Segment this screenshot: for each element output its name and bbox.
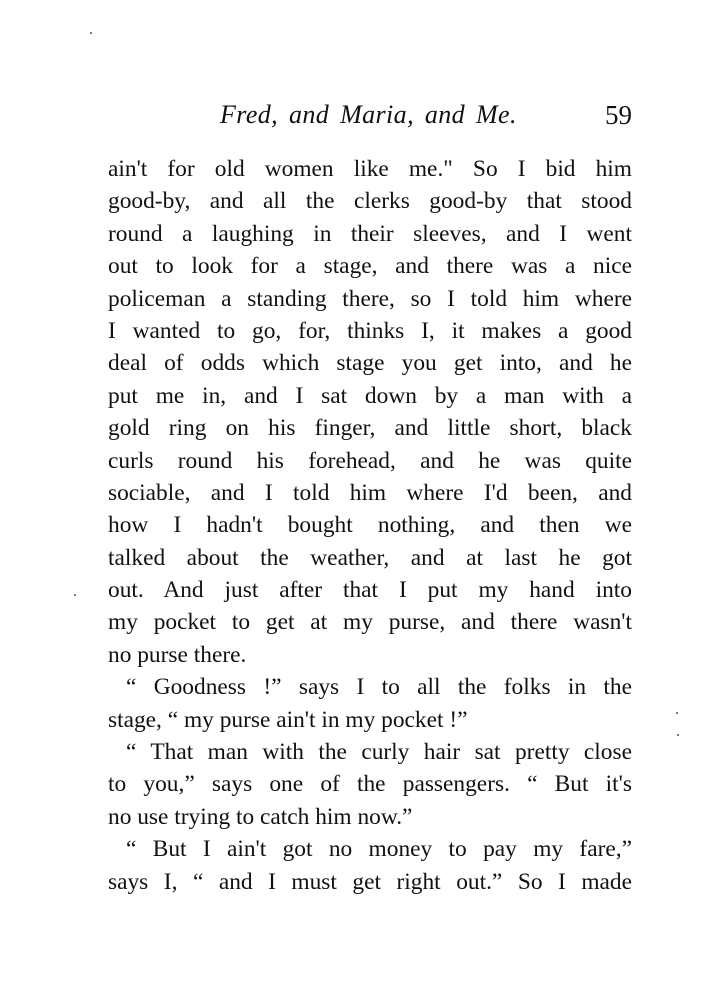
text-line: put me in, and I sat down by a man with a: [108, 382, 632, 409]
text-line: I wanted to go, for, thinks I, it makes a good: [108, 317, 632, 344]
scan-speck: [74, 594, 76, 596]
text-line: ain't for old women like me." So I bid him: [108, 156, 632, 182]
paragraph-start-line: “ That man with the curly hair sat pretty close: [126, 739, 632, 766]
text-line: says I, “ and I must get right out.” So I made: [108, 868, 632, 895]
scan-speck: [90, 32, 92, 34]
paragraph-end-line: no purse there.: [108, 641, 247, 668]
scan-speck: [677, 734, 679, 736]
text-line: sociable, and I told him where I'd been, and: [108, 479, 632, 506]
paragraph-end-line: no use trying to catch him now.”: [108, 803, 413, 830]
body-text: [108, 153, 632, 898]
text-line: round a laughing in their sleeves, and I went: [108, 220, 632, 247]
text-line: gold ring on his finger, and little short, black: [108, 415, 632, 442]
paragraph-end-line: stage, “ my purse ain't in my pocket !”: [108, 706, 468, 733]
text-line: my pocket to get at my purse, and there wasn't: [108, 609, 632, 636]
text-line: curls round his forehead, and he was quite: [108, 447, 632, 474]
text-line: out to look for a stage, and there was a nice: [108, 253, 632, 280]
page-number: 59: [605, 100, 632, 130]
text-line: to you,” says one of the passengers. “ But it's: [108, 771, 632, 798]
header-title: Fred, and Maria, and Me.: [220, 100, 517, 129]
text-line: how I hadn't bought nothing, and then we: [108, 512, 632, 539]
text-line: talked about the weather, and at last he got: [108, 544, 632, 571]
paragraph-start-line: “ Goodness !” says I to all the folks in the: [126, 674, 632, 701]
text-line: out. And just after that I put my hand into: [108, 577, 632, 604]
text-line: deal of odds which stage you get into, and he: [108, 350, 632, 377]
running-header: [108, 100, 632, 136]
text-line: good-by, and all the clerks good-by that stood: [108, 188, 632, 215]
text-line: policeman a standing there, so I told him where: [108, 285, 632, 312]
paragraph-start-line: “ But I ain't got no money to pay my fare,”: [126, 836, 632, 863]
scan-speck: [676, 712, 678, 714]
